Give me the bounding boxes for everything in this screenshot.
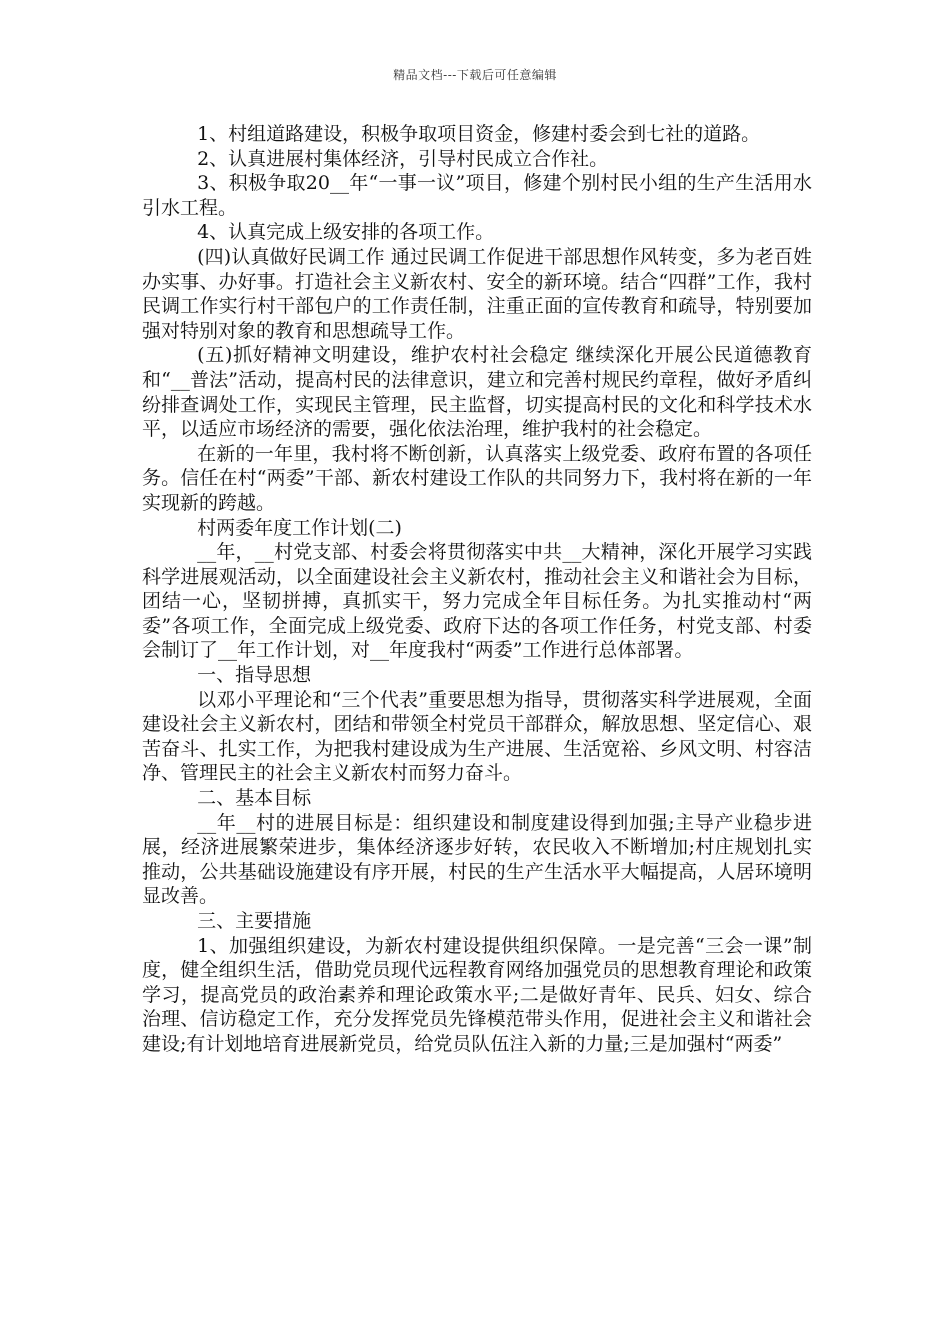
document-body — [142, 122, 812, 1057]
paragraph: 4、认真完成上级安排的各项工作。 — [197, 221, 495, 244]
paragraph: (五)抓好精神文明建设，维护农村社会稳定 继续深化开展公民道德教育和“__普法”活动，提高村民的法律意识，建立和完善村规民约章程，做好矛盾纠纷排查调处工作，实现民主管理，民主监督，切实提高村民的文化和科学技术水平，以适应市场经济的需要，强化依法治理，维护我村的社会稳定。 — [142, 344, 812, 441]
paragraph: __年__村的进展目标是：组织建设和制度建设得到加强;主导产业稳步进展，经济进展繁荣进步，集体经济逐步好转，农民收入不断增加;村庄规划扎实推动，公共基础设施建设有序开展，村民的生产生活水平大幅提高，人居环境明显改善。 — [142, 811, 812, 908]
paragraph: 1、村组道路建设，积极争取项目资金，修建村委会到七社的道路。 — [197, 123, 761, 145]
page-header: 精品文档---下载后可任意编辑 — [393, 68, 557, 82]
section-heading: 三、主要措施 — [197, 910, 312, 932]
paragraph: __年，__村党支部、村委会将贯彻落实中共__大精神，深化开展学习实践科学进展观活动，以全面建设社会主义新农村，推动社会主义和谐社会为目标，团结一心，坚韧拼搏，真抓实干，努力完成全年目标任务。为扎实推动村“两委”各项工作，全面完成上级党委、政府下达的各项工作任务，村党支部、村委会制订了__年工作计划，对__年度我村“两委”工作进行总体部署。 — [142, 541, 812, 662]
paragraph: 在新的一年里，我村将不断创新，认真落实上级党委、政府布置的各项任务。信任在村“两委”干部、新农村建设工作队的共同努力下，我村将在新的一年实现新的跨越。 — [142, 442, 812, 514]
paragraph: 3、积极争取20__年“一事一议”项目，修建个别村民小组的生产生活用水引水工程。 — [142, 172, 812, 219]
section-heading: 二、基本目标 — [197, 787, 312, 810]
paragraph: 2、认真进展村集体经济，引导村民成立合作社。 — [197, 147, 609, 170]
section-heading: 一、指导思想 — [197, 664, 312, 687]
paragraph: 1、加强组织建设，为新农村建设提供组织保障。一是完善“三会一课”制度，健全组织生活，借助党员现代远程教育网络加强党员的思想教育理论和政策学习，提高党员的政治素养和理论政策水平;二是做好青年、民兵、妇女、综合治理、信访稳定工作，充分发挥党员先锋模范带头作用，促进社会主义和谐社会建设;有计划地培育进展新党员，给党员队伍注入新的力量;三是加强村“两委” — [142, 934, 812, 1055]
paragraph: (四)认真做好民调工作 通过民调工作促进干部思想作风转变，多为老百姓办实事、办好事。打造社会主义新农村、安全的新环境。结合“四群”工作，我村民调工作实行村干部包户的工作责任制，注重正面的宣传教育和疏导，特别要加强对特别对象的教育和思想疏导工作。 — [142, 245, 812, 342]
paragraph: 以邓小平理论和“三个代表”重要思想为指导，贯彻落实科学进展观，全面建设社会主义新农村，团结和带领全村党员干部群众，解放思想、坚定信心、艰苦奋斗、扎实工作，为把我村建设成为生产进展、生活宽裕、乡风文明、村容洁净、管理民主的社会主义新农村而努力奋斗。 — [142, 688, 812, 785]
section-title: 村两委年度工作计划(二) — [197, 516, 402, 539]
